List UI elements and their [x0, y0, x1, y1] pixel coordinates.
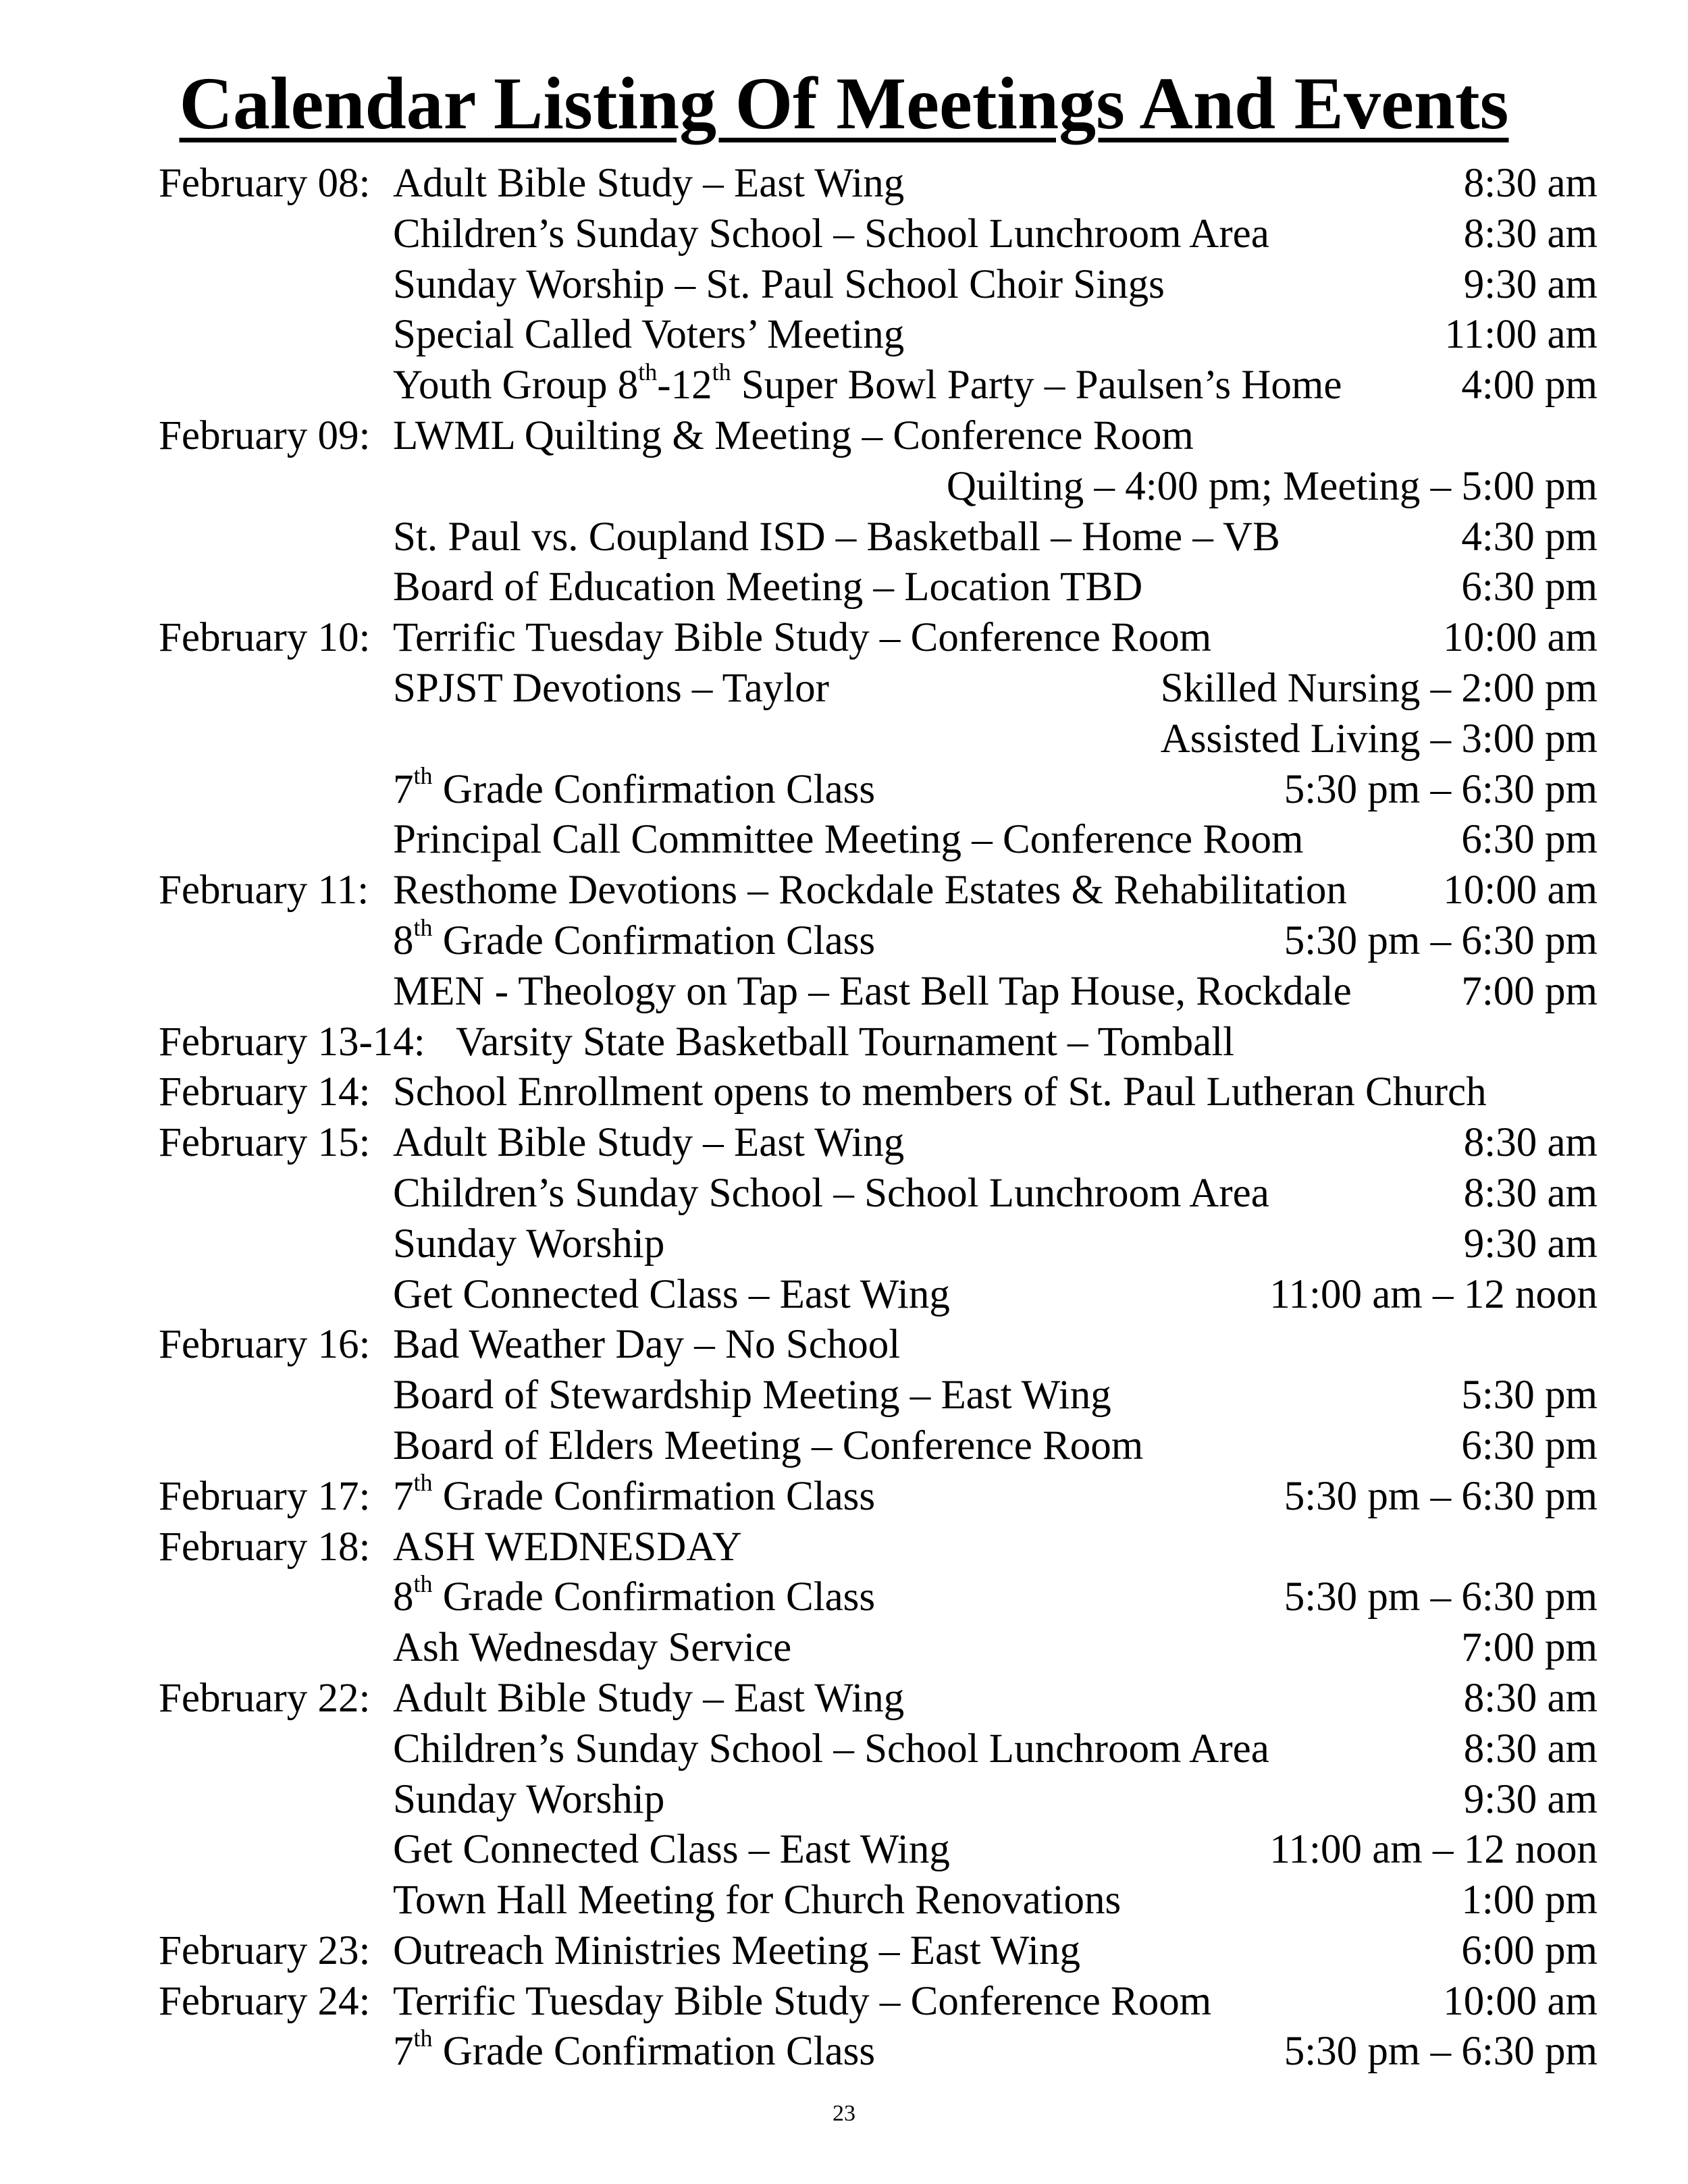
event-title: SPJST Devotions – Taylor — [393, 665, 829, 711]
event-title: Ash Wednesday Service — [393, 1625, 792, 1671]
event-date: February 15: — [159, 1120, 371, 1166]
event-title: Terrific Tuesday Bible Study – Conference Room — [393, 1978, 1212, 2024]
calendar-row — [0, 1270, 1688, 1321]
event-time: 5:30 pm – 6:30 pm — [1284, 2029, 1598, 2075]
event-title: MEN - Theology on Tap – East Bell Tap House, Rockdale — [393, 968, 1352, 1014]
event-time: 6:30 pm — [1461, 1422, 1598, 1468]
event-time: 5:30 pm — [1461, 1373, 1598, 1418]
calendar-row — [0, 865, 1688, 916]
event-title-part: Grade Confirmation Class — [432, 766, 876, 812]
event-title: Adult Bible Study – East Wing — [393, 161, 905, 206]
event-title-part: Super Bowl Party – Paulsen’s Home — [731, 363, 1342, 408]
calendar-row — [0, 1169, 1688, 1219]
event-title-part: 7 — [393, 2029, 414, 2075]
event-time: 5:30 pm – 6:30 pm — [1284, 1574, 1598, 1620]
event-time: Skilled Nursing – 2:00 pm — [1160, 665, 1598, 711]
calendar-row — [0, 815, 1688, 865]
event-time: 4:30 pm — [1461, 514, 1598, 560]
event-time: 10:00 am — [1443, 868, 1598, 913]
event-title — [393, 1572, 875, 1623]
event-time: 6:30 pm — [1461, 817, 1598, 863]
event-time: Assisted Living – 3:00 pm — [1160, 716, 1598, 762]
calendar-row — [0, 1875, 1688, 1926]
calendar-row — [0, 1118, 1688, 1169]
event-title-part: Grade Confirmation Class — [432, 1473, 876, 1519]
calendar-row — [0, 1926, 1688, 1977]
ordinal-suffix: th — [413, 2025, 433, 2052]
ordinal-suffix: th — [413, 913, 433, 941]
event-date: February 23: — [159, 1927, 371, 1973]
ordinal-suffix: th — [413, 1570, 433, 1597]
event-title: School Enrollment opens to members of St. Paul Lutheran Church — [393, 1069, 1487, 1115]
calendar-row — [0, 1825, 1688, 1875]
event-date: February 10: — [159, 615, 371, 661]
event-title: Sunday Worship — [393, 1221, 665, 1267]
event-time: 6:00 pm — [1461, 1927, 1598, 1973]
page-title: Calendar Listing Of Meetings And Events — [179, 62, 1509, 144]
event-title: Get Connected Class – East Wing — [393, 1827, 950, 1873]
event-title: Sunday Worship — [393, 1776, 665, 1822]
event-title-part: 7 — [393, 766, 414, 812]
calendar-row — [0, 1775, 1688, 1826]
event-title-part: Grade Confirmation Class — [432, 1574, 876, 1620]
event-time: 11:00 am – 12 noon — [1269, 1827, 1598, 1873]
calendar-row — [0, 714, 1688, 765]
calendar-row — [0, 1977, 1688, 2027]
event-time: 11:00 am — [1444, 312, 1598, 358]
event-date: February 14: — [159, 1069, 371, 1115]
calendar-row — [0, 1469, 1688, 1522]
calendar-row — [0, 1219, 1688, 1270]
calendar-row — [0, 613, 1688, 664]
event-title: Children’s Sunday School – School Lunchroom Area — [393, 211, 1269, 257]
event-time: 8:30 am — [1463, 161, 1598, 206]
event-date: February 09: — [159, 412, 371, 458]
calendar-row — [0, 1724, 1688, 1775]
calendar-row — [0, 462, 1688, 512]
event-time: 9:30 am — [1463, 1776, 1598, 1822]
event-title: Special Called Voters’ Meeting — [393, 312, 905, 358]
calendar-row — [0, 562, 1688, 613]
calendar-row — [0, 1572, 1688, 1623]
calendar-row — [0, 512, 1688, 563]
event-date: February 18: — [159, 1524, 371, 1570]
event-title: Sunday Worship – St. Paul School Choir Sings — [393, 261, 1165, 307]
event-title: Bad Weather Day – No School — [393, 1322, 901, 1368]
event-title-part: 7 — [393, 1473, 414, 1519]
event-title: Children’s Sunday School – School Lunchroom Area — [393, 1170, 1269, 1216]
event-time: 8:30 am — [1463, 211, 1598, 257]
event-time: 7:00 pm — [1461, 1625, 1598, 1671]
calendar-row — [0, 664, 1688, 714]
calendar-row — [0, 1674, 1688, 1724]
event-title: Adult Bible Study – East Wing — [393, 1675, 905, 1721]
event-title: Resthome Devotions – Rockdale Estates & Rehabilitation — [393, 868, 1347, 913]
event-time: 8:30 am — [1463, 1675, 1598, 1721]
event-date: February 17: — [159, 1473, 371, 1519]
calendar-row — [0, 1017, 1688, 1068]
event-date: February 16: — [159, 1322, 371, 1368]
event-title: LWML Quilting & Meeting – Conference Room — [393, 412, 1194, 458]
event-title — [393, 762, 876, 816]
event-list — [0, 159, 1688, 2077]
event-time: 5:30 pm – 6:30 pm — [1284, 766, 1598, 812]
event-title — [393, 1469, 876, 1522]
calendar-row — [0, 1370, 1688, 1421]
event-title-part: Youth Group 8 — [393, 363, 639, 408]
event-title: Terrific Tuesday Bible Study – Conference Room — [393, 615, 1212, 661]
event-date: February 13-14: — [159, 1019, 425, 1065]
event-title: Varsity State Basketball Tournament – Tomball — [456, 1019, 1235, 1065]
ordinal-suffix: th — [712, 358, 731, 385]
calendar-row — [0, 967, 1688, 1017]
event-date: February 22: — [159, 1675, 371, 1721]
ordinal-suffix: th — [638, 358, 658, 385]
event-title: Children’s Sunday School – School Lunchroom Area — [393, 1726, 1269, 1772]
event-title: St. Paul vs. Coupland ISD – Basketball – Home – VB — [393, 514, 1280, 560]
calendar-row — [0, 913, 1688, 967]
calendar-row — [0, 1320, 1688, 1370]
event-time: 8:30 am — [1463, 1120, 1598, 1166]
event-time: 6:30 pm — [1461, 564, 1598, 610]
event-title-part: -12 — [657, 363, 712, 408]
event-title: Board of Education Meeting – Location TBD — [393, 564, 1143, 610]
calendar-row — [0, 209, 1688, 260]
calendar-row — [0, 159, 1688, 209]
event-title-part: Grade Confirmation Class — [432, 917, 876, 963]
event-date: February 24: — [159, 1978, 371, 2024]
event-time: 5:30 pm – 6:30 pm — [1284, 917, 1598, 963]
calendar-row — [0, 1067, 1688, 1118]
event-title: Outreach Ministries Meeting – East Wing — [393, 1927, 1080, 1973]
calendar-row — [0, 2027, 1688, 2077]
calendar-row — [0, 260, 1688, 311]
event-date: February 08: — [159, 161, 371, 206]
calendar-row — [0, 310, 1688, 361]
event-time: 8:30 am — [1463, 1170, 1598, 1216]
calendar-row — [0, 1522, 1688, 1573]
event-title — [393, 913, 876, 967]
calendar-row — [0, 762, 1688, 816]
event-time: 8:30 am — [1463, 1726, 1598, 1772]
event-title-part: 8 — [393, 1574, 414, 1620]
ordinal-suffix: th — [413, 1469, 433, 1497]
event-time: 9:30 am — [1463, 1221, 1598, 1267]
event-title-part: Grade Confirmation Class — [432, 2029, 876, 2075]
event-title: Board of Elders Meeting – Conference Room — [393, 1422, 1144, 1468]
event-time: 4:00 pm — [1461, 363, 1598, 408]
event-title: ASH WEDNESDAY — [393, 1524, 742, 1570]
event-time: 10:00 am — [1443, 1978, 1598, 2024]
calendar-row — [0, 411, 1688, 462]
event-title: Get Connected Class – East Wing — [393, 1271, 950, 1317]
calendar-row — [0, 1623, 1688, 1674]
event-title: Town Hall Meeting for Church Renovations — [393, 1877, 1122, 1923]
event-title — [393, 2027, 875, 2077]
event-date: February 11: — [159, 868, 369, 913]
event-time: 9:30 am — [1463, 261, 1598, 307]
event-time: 5:30 pm – 6:30 pm — [1284, 1473, 1598, 1519]
calendar-row — [0, 1421, 1688, 1472]
event-time: 7:00 pm — [1461, 968, 1598, 1014]
event-title-part: 8 — [393, 917, 414, 963]
event-time: Quilting – 4:00 pm; Meeting – 5:00 pm — [946, 463, 1598, 509]
event-time: 10:00 am — [1443, 615, 1598, 661]
page-number: 23 — [833, 2101, 855, 2126]
ordinal-suffix: th — [413, 762, 433, 790]
event-title — [393, 358, 1342, 411]
event-time: 11:00 am – 12 noon — [1269, 1271, 1598, 1317]
event-title: Board of Stewardship Meeting – East Wing — [393, 1373, 1111, 1418]
event-title: Principal Call Committee Meeting – Conference Room — [393, 817, 1304, 863]
event-title: Adult Bible Study – East Wing — [393, 1120, 905, 1166]
event-time: 1:00 pm — [1461, 1877, 1598, 1923]
calendar-row — [0, 358, 1688, 411]
